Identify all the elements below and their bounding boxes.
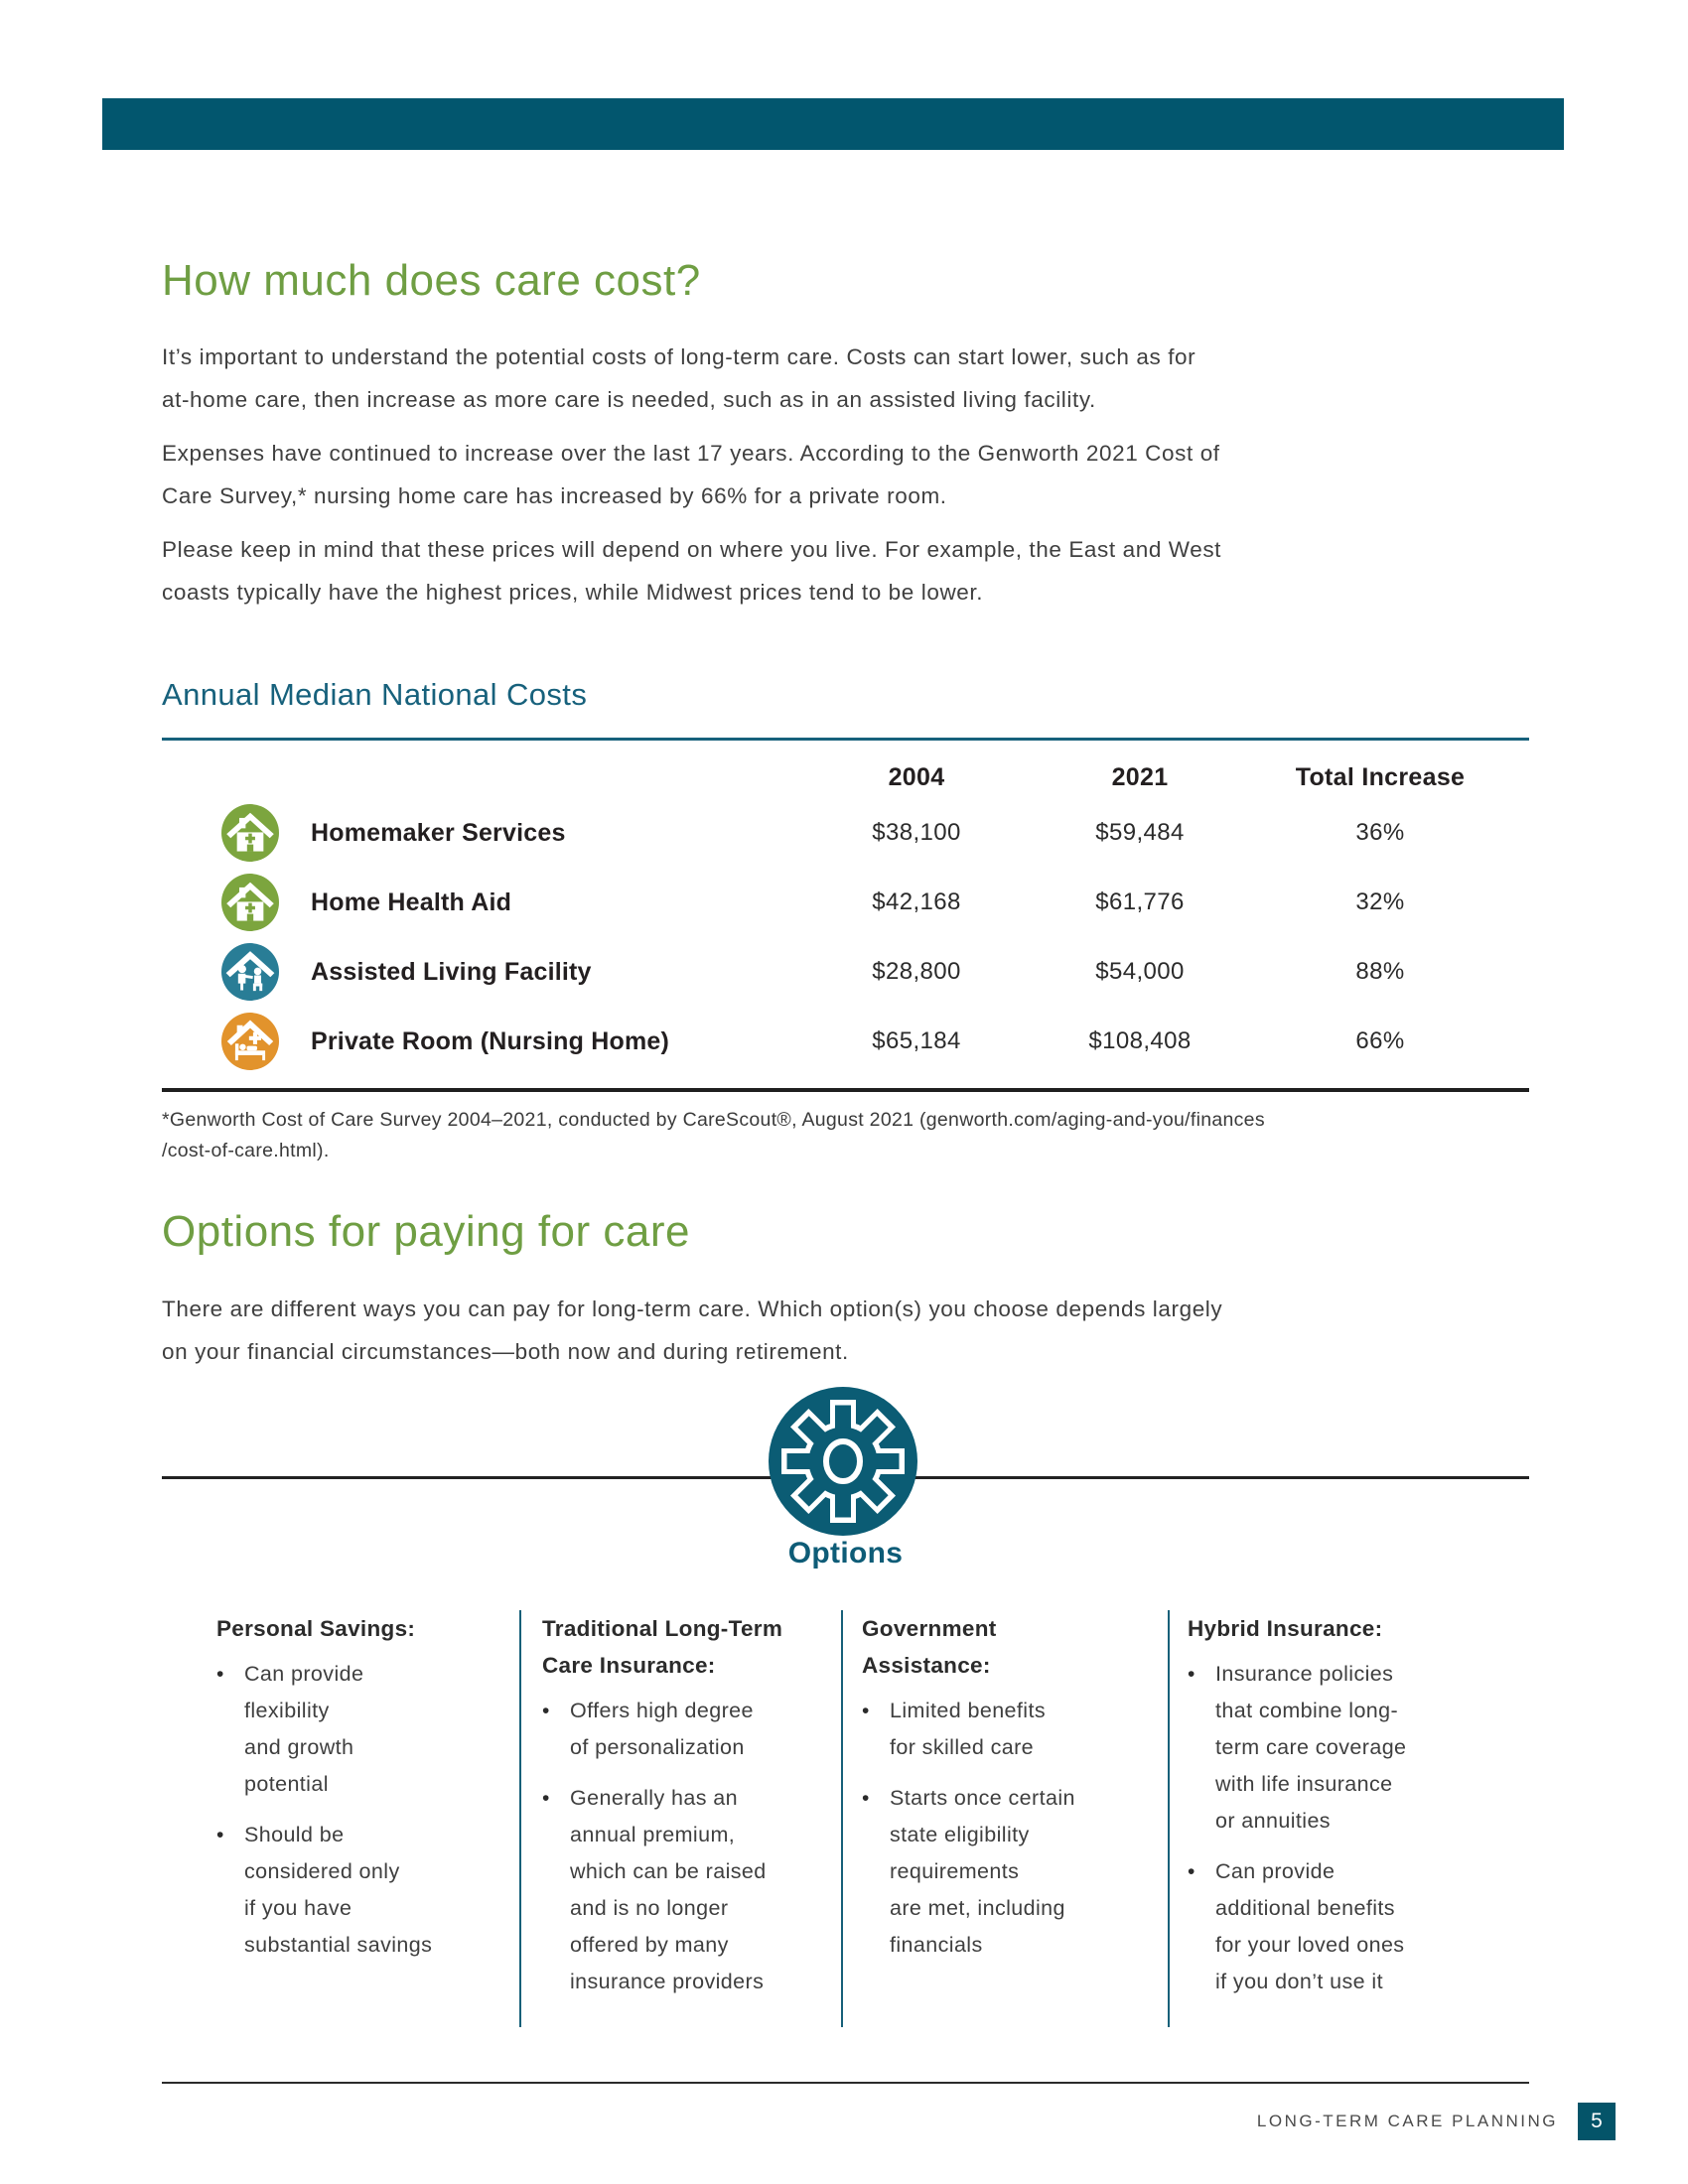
section-title-paying-options: Options for paying for care xyxy=(162,1207,690,1256)
option-column-government-assistance xyxy=(841,1610,1168,2027)
table-row xyxy=(221,937,1506,1007)
home-care-icon xyxy=(221,874,311,931)
survey-footnote: *Genworth Cost of Care Survey 2004–2021, conducted by CareScout®, August 2021 (genworth.com/aging-and-you/finances /cost-of-care.html). xyxy=(162,1109,1265,1161)
row-label: Homemaker Services xyxy=(311,818,566,847)
bullet-text: Generally has an annual premium, which can be raised and is no longer offered by many insurance providers xyxy=(570,1786,767,1993)
paragraph: Please keep in mind that these prices will depend on where you live. For example, the East and West coasts typically have the highest prices, while Midwest prices tend to be lower. xyxy=(162,537,1222,605)
paragraph: It’s important to understand the potential costs of long-term care. Costs can start lower, such as for at-home care, then increase as more care is needed, such as in an assisted living facility. xyxy=(162,344,1196,412)
row-label: Private Room (Nursing Home) xyxy=(311,1026,670,1055)
table-header-row xyxy=(221,756,1506,798)
total-increase: 36% xyxy=(1355,819,1405,846)
cost-2021: $61,776 xyxy=(1095,888,1185,915)
bullet-text: Can provide flexibility and growth potential xyxy=(244,1662,364,1796)
bullet-dot-icon xyxy=(1188,1853,1215,2000)
assisted-living-icon xyxy=(221,943,311,1001)
option-heading: Government Assistance: xyxy=(862,1616,997,1678)
cost-2004: $38,100 xyxy=(872,819,961,846)
row-label: Assisted Living Facility xyxy=(311,957,592,986)
options-paragraph: There are different ways you can pay for long-term care. Which option(s) you choose depends largely on your financial circumstances—both now and during retirement. xyxy=(162,1297,1223,1364)
section-title-care-cost: How much does care cost? xyxy=(162,256,701,305)
bullet-item xyxy=(1188,1656,1529,1840)
option-heading: Personal Savings: xyxy=(216,1616,416,1641)
options-hub-label: Options xyxy=(787,1537,904,1570)
bullet-dot-icon xyxy=(862,1693,890,1766)
bullet-item xyxy=(216,1817,519,1964)
bullet-item xyxy=(542,1780,841,2000)
total-increase: 32% xyxy=(1355,888,1405,915)
page-footer xyxy=(162,2103,1616,2140)
cost-2021: $59,484 xyxy=(1095,819,1185,846)
table-row xyxy=(221,868,1506,937)
bullet-dot-icon xyxy=(542,1693,570,1766)
table-bottom-rule xyxy=(162,1088,1529,1092)
option-column-traditional-ltc-insurance xyxy=(519,1610,841,2027)
column-header-2004: 2004 xyxy=(888,762,945,791)
bullet-item xyxy=(862,1693,1168,1766)
bullet-text: Should be considered only if you have substantial savings xyxy=(244,1823,433,1957)
footer-rule xyxy=(162,2082,1529,2084)
cost-2021: $108,408 xyxy=(1088,1027,1192,1054)
bullet-text: Offers high degree of personalization xyxy=(570,1699,754,1759)
bullet-dot-icon xyxy=(216,1656,244,1803)
option-heading: Hybrid Insurance: xyxy=(1188,1616,1383,1641)
table-row xyxy=(221,1007,1506,1076)
bullet-item xyxy=(862,1780,1168,1964)
costs-table-title: Annual Median National Costs xyxy=(162,677,588,712)
table-row xyxy=(221,798,1506,868)
cost-2004: $42,168 xyxy=(872,888,961,915)
cost-2004: $28,800 xyxy=(872,958,961,985)
option-column-hybrid-insurance xyxy=(1168,1610,1529,2027)
footer-title: LONG-TERM CARE PLANNING xyxy=(1256,2112,1558,2130)
total-increase: 66% xyxy=(1355,1027,1405,1054)
bullet-text: Insurance policies that combine long- term care coverage with life insurance or annuities xyxy=(1215,1662,1407,1833)
payment-options-columns xyxy=(162,1610,1529,2027)
bullet-item xyxy=(216,1656,519,1803)
nursing-home-icon xyxy=(221,1013,311,1070)
total-increase: 88% xyxy=(1355,958,1405,985)
row-label: Home Health Aid xyxy=(311,887,512,916)
paragraph: Expenses have continued to increase over the last 17 years. According to the Genworth 2021 Cost of Care Survey,* nursing home care has increased by 66% for a private room. xyxy=(162,441,1220,508)
option-column-personal-savings xyxy=(162,1610,519,2027)
bullet-dot-icon xyxy=(1188,1656,1215,1840)
bullet-dot-icon xyxy=(542,1780,570,2000)
annual-costs-table xyxy=(221,756,1506,1076)
bullet-text: Limited benefits for skilled care xyxy=(890,1699,1046,1759)
cost-2004: $65,184 xyxy=(872,1027,961,1054)
gear-icon xyxy=(769,1387,917,1536)
column-header-2021: 2021 xyxy=(1111,762,1169,791)
table-top-rule xyxy=(162,738,1529,741)
intro-paragraphs xyxy=(162,336,1542,624)
page-number-badge: 5 xyxy=(1578,2103,1616,2140)
option-heading: Traditional Long-Term Care Insurance: xyxy=(542,1616,783,1678)
bullet-text: Starts once certain state eligibility requirements are met, including financials xyxy=(890,1786,1075,1957)
bullet-item xyxy=(1188,1853,1529,2000)
column-header-total-increase: Total Increase xyxy=(1295,762,1466,791)
bullet-item xyxy=(542,1693,841,1766)
top-accent-bar xyxy=(102,98,1564,150)
bullet-text: Can provide additional benefits for your loved ones if you don’t use it xyxy=(1215,1859,1405,1993)
home-care-icon xyxy=(221,804,311,862)
bullet-dot-icon xyxy=(862,1780,890,1964)
bullet-dot-icon xyxy=(216,1817,244,1964)
cost-2021: $54,000 xyxy=(1095,958,1185,985)
